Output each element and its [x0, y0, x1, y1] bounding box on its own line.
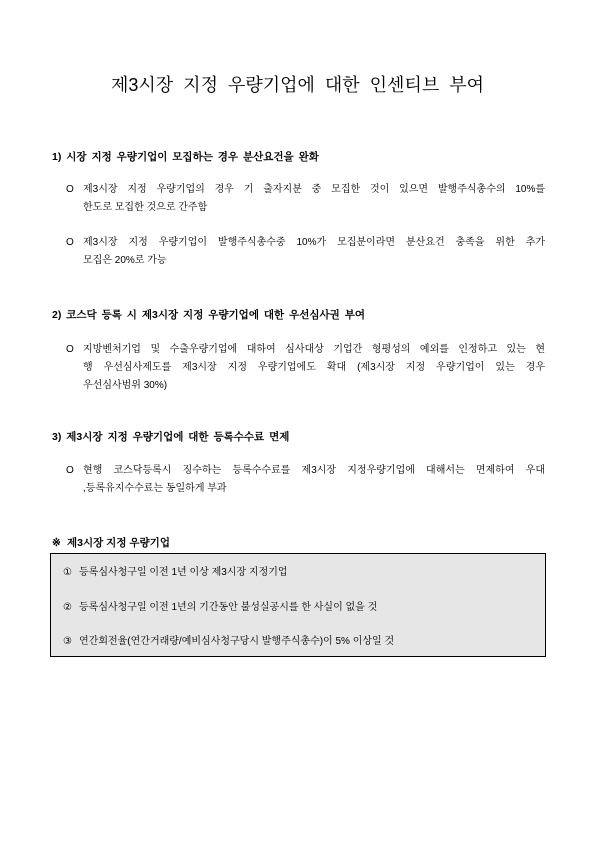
note-item-text: 등록심사청구일 이전 1년의 기간동안 불성실공시를 한 사실이 없을 것: [79, 602, 378, 613]
bullet-marker: O: [66, 237, 74, 248]
bullet-line: 한도로 모집한 것으로 간주함: [83, 202, 208, 213]
section-heading-3: 3) 제3시장 지정 우량기업에 대한 등록수수료 면제: [52, 431, 290, 443]
bullet-marker: O: [66, 344, 74, 355]
note-item-2: [63, 600, 377, 616]
bullet-marker: O: [66, 184, 74, 195]
bullet-line: 제3시장 지정 우량기업이 발행주식총수중 10%가 모집분이라면 분산요건 충족을 위한 추가: [83, 237, 545, 248]
bullet-text: [83, 181, 545, 217]
section-heading-2: 2) 코스닥 등록 시 제3시장 지정 우량기업에 대한 우선심사권 부여: [52, 309, 366, 321]
bullet-line: ,등록유지수수료는 동일하게 부과: [83, 483, 227, 494]
note-heading-text: 제3시장 지정 우량기업: [67, 537, 170, 549]
note-heading: [52, 536, 170, 550]
bullet-text: [83, 462, 545, 498]
bullet-text: [83, 341, 545, 395]
reference-mark-icon: ※: [52, 537, 61, 549]
note-item-text: 등록심사청구일 이전 1년 이상 제3시장 지정기업: [79, 567, 288, 578]
section-heading-1: 1) 시장 지정 우량기업이 모집하는 경우 분산요건을 완화: [52, 151, 319, 163]
bullet-text: [83, 234, 545, 270]
note-item-3: [63, 634, 394, 650]
note-box: [50, 553, 546, 657]
bullet-line: 우선심사범위 30%): [83, 380, 168, 391]
bullet-marker: O: [66, 465, 74, 476]
note-item-number: ③: [63, 636, 72, 647]
page-title: 제3시장 지정 우량기업에 대한 인센티브 부여: [111, 75, 484, 95]
note-item-1: [63, 565, 288, 581]
bullet-line: 행 우선심사제도를 제3시장 지정 우량기업에도 확대 (제3시장 지정 우량기업이 있는 경우: [83, 362, 545, 373]
note-item-number: ②: [63, 602, 72, 613]
bullet-line: 지방벤처기업 및 수출우량기업에 대하여 심사대상 기업간 형평성의 예외를 인정하고 있는 현: [83, 344, 545, 355]
note-item-number: ①: [63, 567, 72, 578]
bullet-line: 현행 코스닥등록시 징수하는 등록수수료를 제3시장 지정우량기업에 대해서는 면제하여 우대: [83, 465, 545, 476]
bullet-line: 모집은 20%로 가능: [83, 255, 167, 266]
bullet-line: 제3시장 지정 우량기업의 경우 기 출자지분 중 모집한 것이 있으면 발행주식총수의 10%를: [83, 184, 545, 195]
note-item-text: 연간회전율(연간거래량/예비심사청구당시 발행주식총수)이 5% 이상일 것: [79, 636, 395, 647]
